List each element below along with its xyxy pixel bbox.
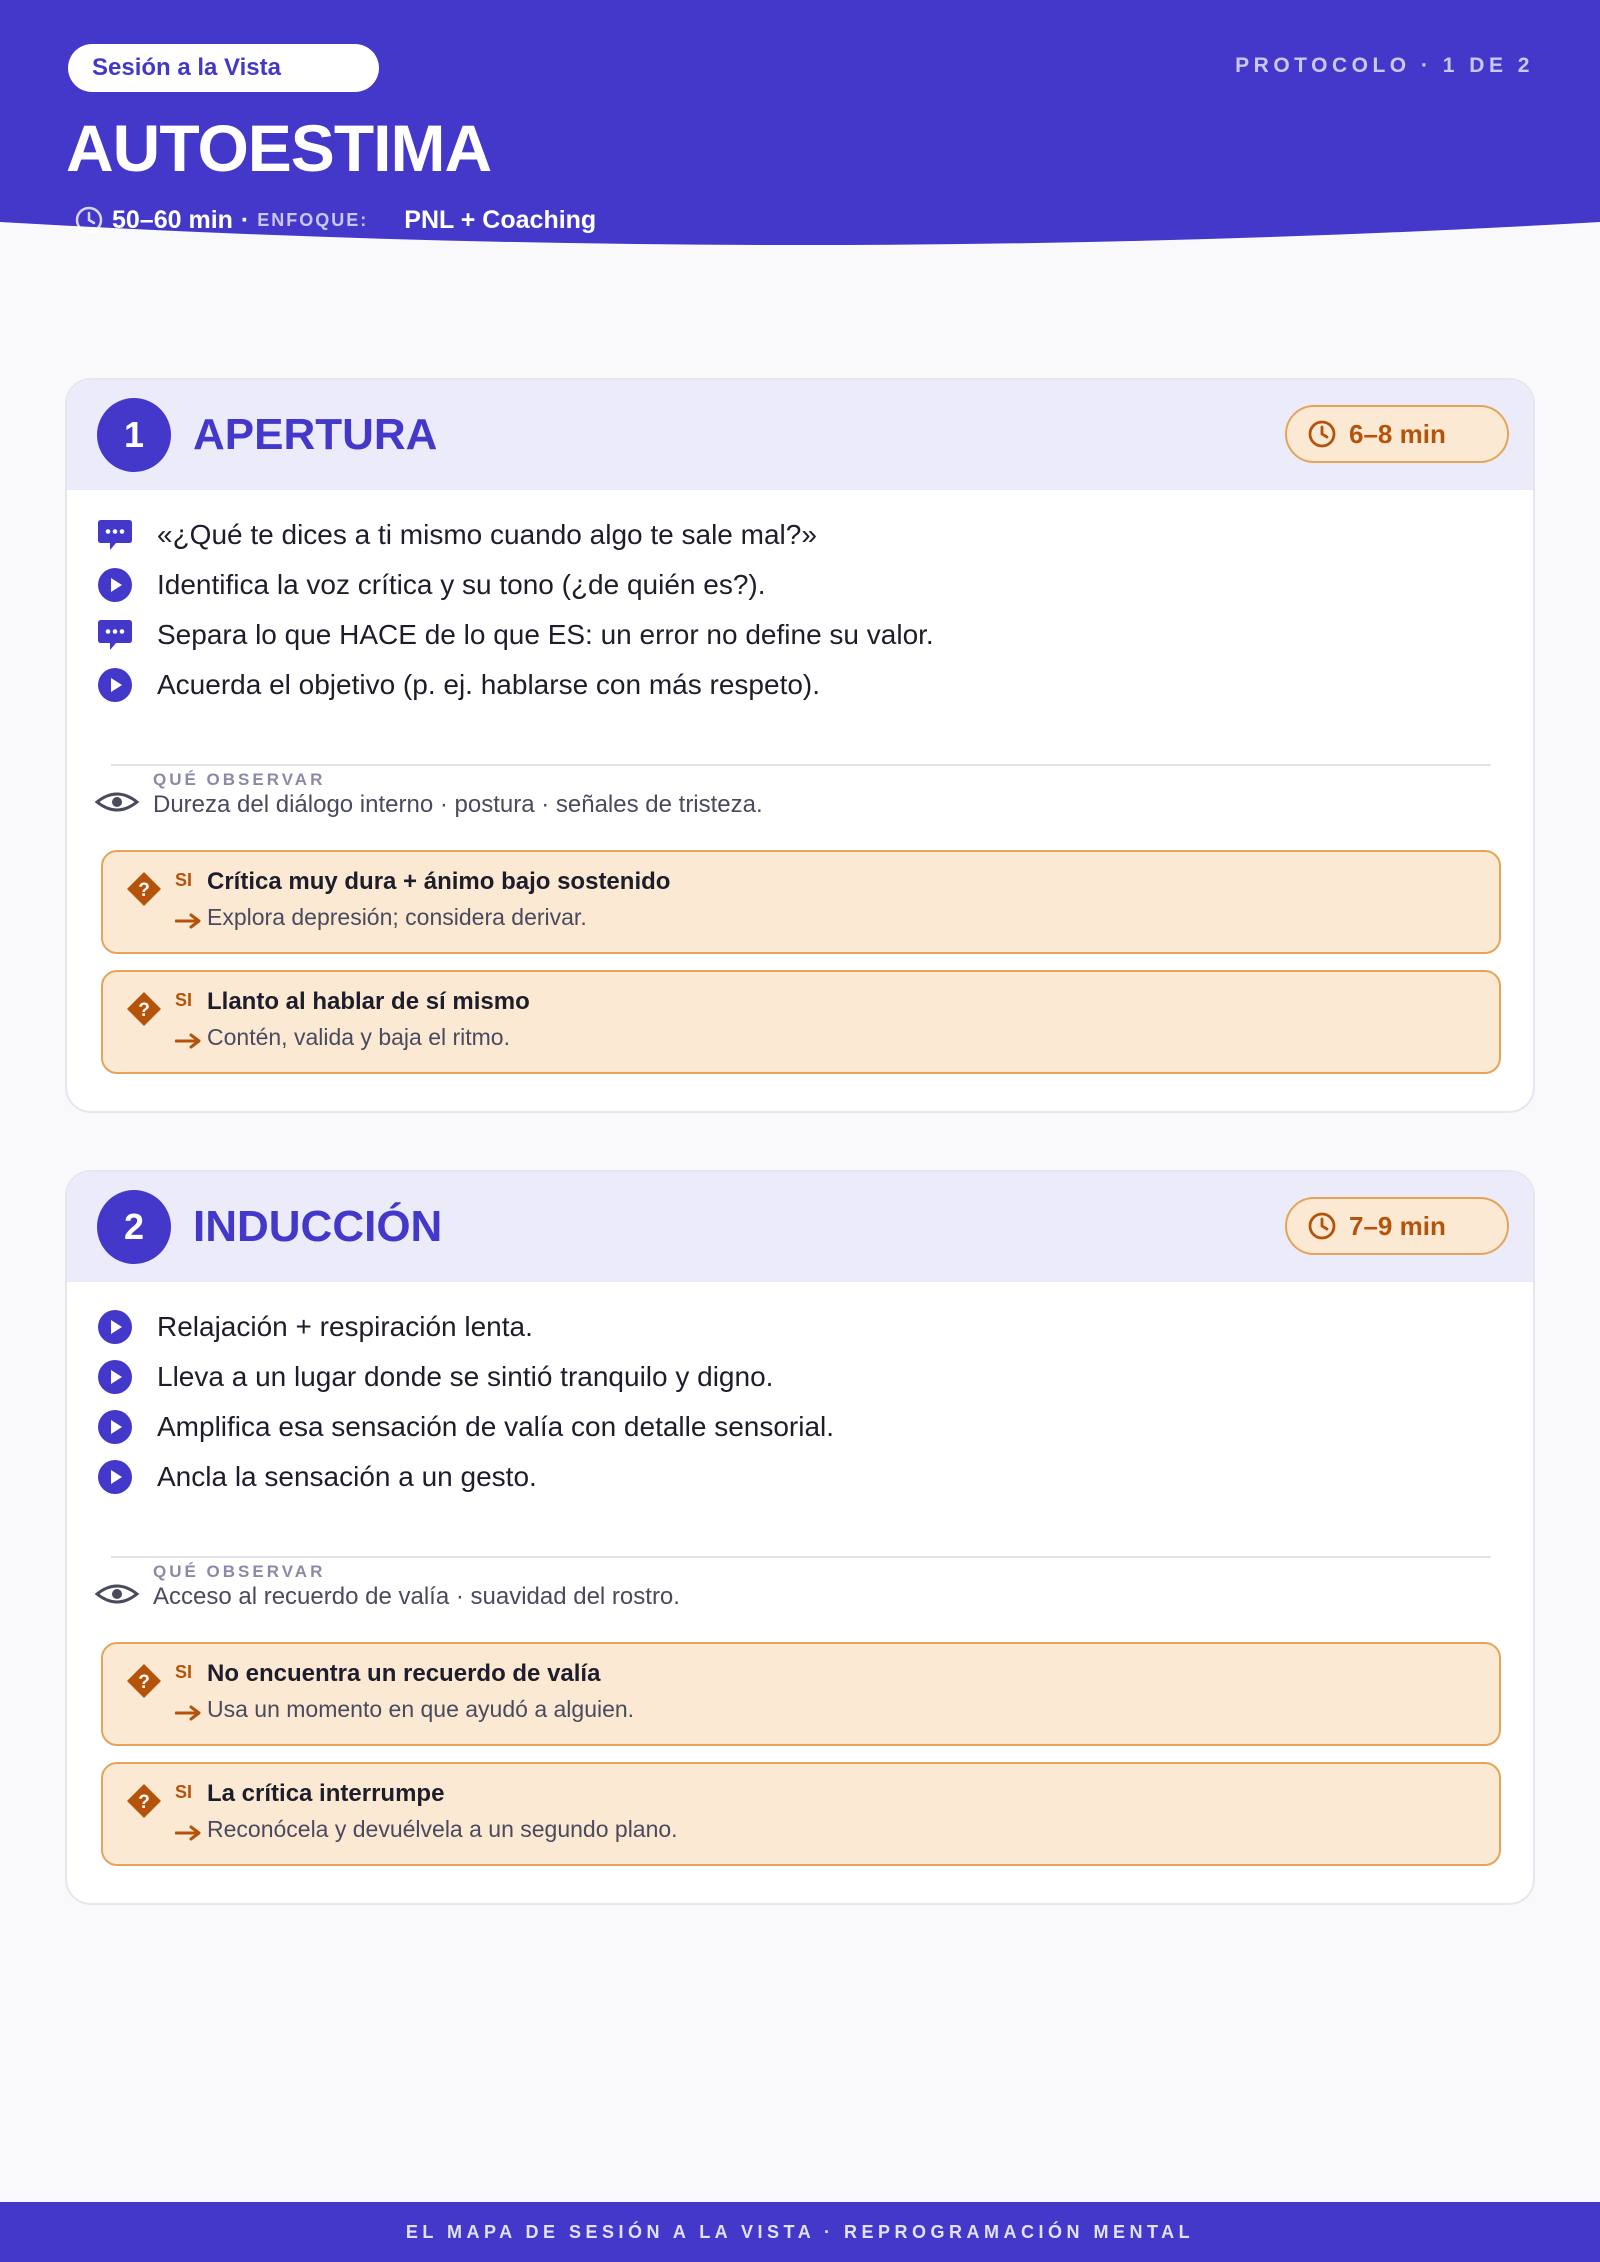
list-item bbox=[97, 660, 934, 710]
alert-if-label: SI bbox=[175, 1782, 193, 1802]
alert-condition: La crítica interrumpe bbox=[207, 1780, 445, 1807]
speech-bubble-icon bbox=[97, 617, 133, 653]
list-item bbox=[97, 1302, 834, 1352]
list-item bbox=[97, 560, 934, 610]
speech-bubble-icon bbox=[97, 517, 133, 553]
alert-action: Contén, valida y baja el ritmo. bbox=[207, 1024, 510, 1050]
phase-time-badge bbox=[1285, 1197, 1509, 1255]
clock-icon bbox=[1307, 419, 1337, 449]
page-footer: EL MAPA DE SESIÓN A LA VISTA · REPROGRAMACIÓN MENTAL bbox=[0, 2202, 1600, 2262]
observe-section bbox=[95, 770, 763, 820]
brand-badge: Sesión a la Vista bbox=[68, 44, 379, 92]
page-header bbox=[0, 0, 1600, 260]
alert-condition: Crítica muy dura + ánimo bajo sostenido bbox=[207, 868, 671, 895]
alert-box bbox=[101, 970, 1501, 1074]
session-meta bbox=[74, 204, 596, 236]
page-title: AUTOESTIMA bbox=[66, 111, 492, 185]
step-text: «¿Qué te dices a ti mismo cuando algo te sale mal?» bbox=[157, 519, 817, 550]
session-duration: 50–60 min bbox=[112, 205, 233, 234]
question-diamond-icon bbox=[125, 990, 163, 1028]
phase-number: 1 bbox=[97, 398, 171, 472]
list-item bbox=[97, 610, 934, 660]
phase-title: APERTURA bbox=[193, 410, 438, 459]
question-diamond-icon bbox=[125, 1662, 163, 1700]
step-text: Acuerda el objetivo (p. ej. hablarse con más respeto). bbox=[157, 669, 821, 700]
play-icon bbox=[97, 667, 133, 703]
step-text: Identifica la voz crítica y su tono (¿de quién es?). bbox=[157, 569, 766, 600]
svg-text:?: ? bbox=[138, 880, 150, 901]
arrow-right-icon bbox=[175, 912, 203, 930]
svg-text:?: ? bbox=[138, 1672, 150, 1693]
arrow-right-icon bbox=[175, 1824, 203, 1842]
clock-icon bbox=[1307, 1211, 1337, 1241]
step-text: Separa lo que HACE de lo que ES: un error no define su valor. bbox=[157, 619, 934, 650]
phase-card-apertura bbox=[65, 378, 1535, 1113]
alert-condition: Llanto al hablar de sí mismo bbox=[207, 988, 530, 1015]
alert-action: Reconócela y devuélvela a un segundo plano. bbox=[207, 1816, 678, 1842]
protocol-indicator: PROTOCOLO · 1 DE 2 bbox=[1235, 54, 1534, 77]
arrow-right-icon bbox=[175, 1032, 203, 1050]
list-item bbox=[97, 1402, 834, 1452]
observe-label: QUÉ OBSERVAR bbox=[153, 1562, 326, 1581]
play-icon bbox=[97, 1359, 133, 1395]
observe-label: QUÉ OBSERVAR bbox=[153, 770, 326, 789]
focus-label: ENFOQUE: bbox=[257, 209, 369, 230]
phase-time: 7–9 min bbox=[1349, 1210, 1446, 1241]
phase-time-badge bbox=[1285, 405, 1509, 463]
play-icon bbox=[97, 1409, 133, 1445]
meta-separator: · bbox=[240, 205, 250, 234]
alert-box bbox=[101, 1762, 1501, 1866]
question-diamond-icon bbox=[125, 1782, 163, 1820]
step-text: Ancla la sensación a un gesto. bbox=[157, 1461, 537, 1492]
svg-text:?: ? bbox=[138, 1000, 150, 1021]
step-text: Lleva a un lugar donde se sintió tranquilo y digno. bbox=[157, 1361, 774, 1392]
divider bbox=[111, 1556, 1491, 1558]
observe-text: Dureza del diálogo interno · postura · señales de tristeza. bbox=[153, 791, 763, 818]
arrow-right-icon bbox=[175, 1704, 203, 1722]
phase-number: 2 bbox=[97, 1190, 171, 1264]
step-text: Relajación + respiración lenta. bbox=[157, 1311, 533, 1342]
alert-if-label: SI bbox=[175, 870, 193, 890]
phase-header bbox=[67, 380, 1533, 490]
step-list bbox=[97, 510, 934, 710]
alert-action: Explora depresión; considera derivar. bbox=[207, 904, 587, 930]
svg-text:?: ? bbox=[138, 1792, 150, 1813]
alert-action: Usa un momento en que ayudó a alguien. bbox=[207, 1696, 635, 1722]
play-icon bbox=[97, 1459, 133, 1495]
question-diamond-icon bbox=[125, 870, 163, 908]
eye-icon bbox=[95, 790, 139, 814]
eye-icon bbox=[95, 1582, 139, 1606]
observe-section bbox=[95, 1562, 680, 1612]
alert-if-label: SI bbox=[175, 1662, 193, 1682]
observe-text: Acceso al recuerdo de valía · suavidad del rostro. bbox=[153, 1583, 680, 1610]
phase-time: 6–8 min bbox=[1349, 418, 1446, 449]
focus-value: PNL + Coaching bbox=[404, 205, 597, 234]
step-list bbox=[97, 1302, 834, 1502]
phase-card-induccion bbox=[65, 1170, 1535, 1905]
alert-condition: No encuentra un recuerdo de valía bbox=[207, 1660, 601, 1687]
alert-box bbox=[101, 1642, 1501, 1746]
play-icon bbox=[97, 567, 133, 603]
list-item bbox=[97, 510, 934, 560]
clock-icon bbox=[74, 205, 104, 235]
step-text: Amplifica esa sensación de valía con detalle sensorial. bbox=[157, 1411, 835, 1442]
alert-box bbox=[101, 850, 1501, 954]
alert-if-label: SI bbox=[175, 990, 193, 1010]
list-item bbox=[97, 1452, 834, 1502]
phase-title: INDUCCIÓN bbox=[193, 1202, 443, 1251]
phase-header bbox=[67, 1172, 1533, 1282]
play-icon bbox=[97, 1309, 133, 1345]
list-item bbox=[97, 1352, 834, 1402]
divider bbox=[111, 764, 1491, 766]
